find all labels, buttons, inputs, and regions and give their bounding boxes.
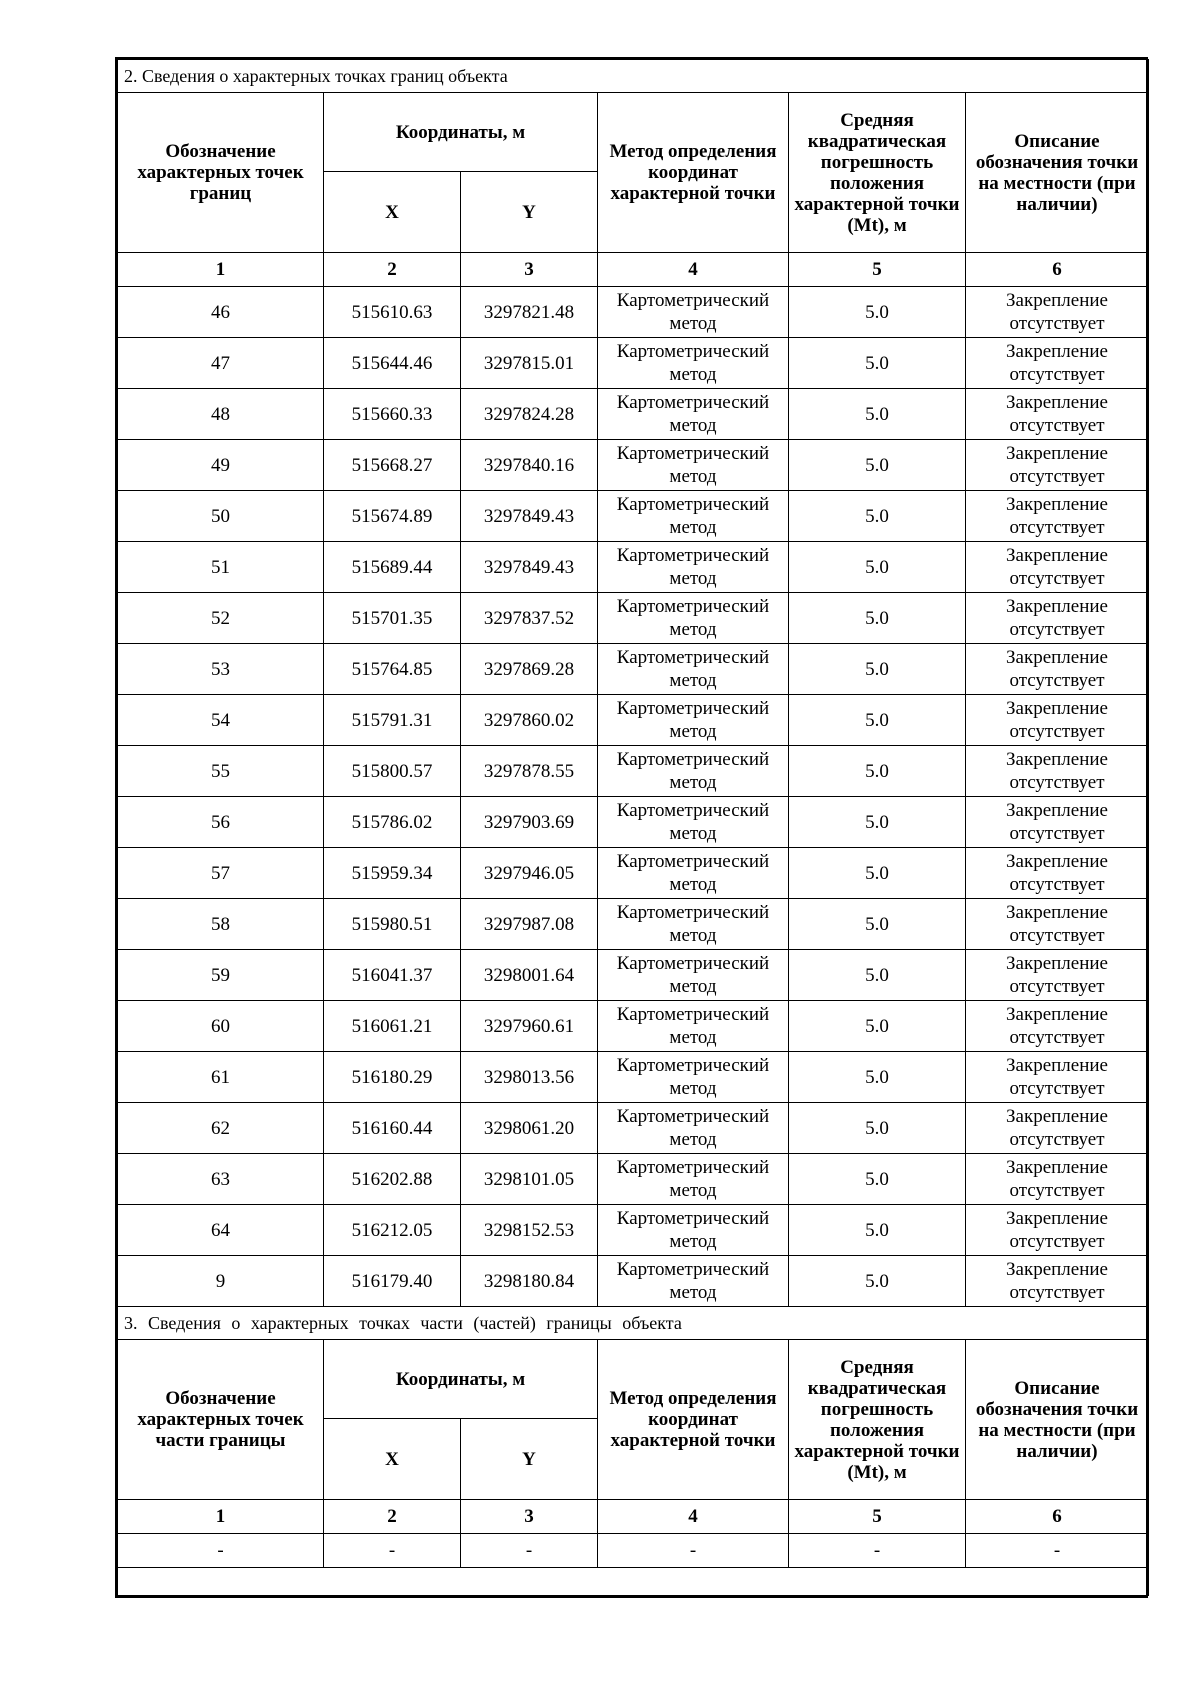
error-cell: 5.0 bbox=[789, 797, 966, 848]
point-id-cell: 49 bbox=[118, 440, 324, 491]
col-number: 2 bbox=[324, 253, 461, 287]
points-table-body bbox=[118, 60, 1149, 1596]
document-table-frame bbox=[115, 57, 1148, 1598]
method-cell: Картометрический метод bbox=[598, 1205, 789, 1256]
x-coordinate-cell: 516061.21 bbox=[324, 1001, 461, 1052]
table-row bbox=[118, 848, 1149, 899]
table-row bbox=[118, 950, 1149, 1001]
x-coordinate-cell: 515701.35 bbox=[324, 593, 461, 644]
point-id-cell: 62 bbox=[118, 1103, 324, 1154]
error-cell: 5.0 bbox=[789, 389, 966, 440]
point-id-cell: 51 bbox=[118, 542, 324, 593]
point-id-cell: 61 bbox=[118, 1052, 324, 1103]
col-number: 6 bbox=[966, 1500, 1149, 1534]
point-id-cell: 58 bbox=[118, 899, 324, 950]
description-cell: Закрепление отсутствует bbox=[966, 644, 1149, 695]
col-x-header: X bbox=[324, 1419, 461, 1500]
x-coordinate-cell: 515959.34 bbox=[324, 848, 461, 899]
method-cell: Картометрический метод bbox=[598, 950, 789, 1001]
section-3-header-row bbox=[118, 1340, 1149, 1419]
table-row bbox=[118, 899, 1149, 950]
y-coordinate-cell: 3297960.61 bbox=[461, 1001, 598, 1052]
error-cell: 5.0 bbox=[789, 1103, 966, 1154]
error-cell: 5.0 bbox=[789, 695, 966, 746]
description-cell: Закрепление отсутствует bbox=[966, 338, 1149, 389]
method-cell: Картометрический метод bbox=[598, 491, 789, 542]
y-coordinate-cell: 3297821.48 bbox=[461, 287, 598, 338]
col-coordinates-header: Координаты, м bbox=[324, 93, 598, 172]
error-cell: 5.0 bbox=[789, 287, 966, 338]
method-cell: Картометрический метод bbox=[598, 848, 789, 899]
y-coordinate-cell: 3297849.43 bbox=[461, 491, 598, 542]
table-row bbox=[118, 746, 1149, 797]
col-number: 2 bbox=[324, 1500, 461, 1534]
col-description-header: Описание обозначения точки на местности (при наличии) bbox=[966, 1340, 1149, 1500]
dash-cell: - bbox=[598, 1534, 789, 1568]
x-coordinate-cell: 515689.44 bbox=[324, 542, 461, 593]
table-row bbox=[118, 440, 1149, 491]
y-coordinate-cell: 3297840.16 bbox=[461, 440, 598, 491]
col-error-header: Средняя квадратическая погрешность положения характерной точки (Mt), м bbox=[789, 93, 966, 253]
x-coordinate-cell: 516180.29 bbox=[324, 1052, 461, 1103]
description-cell: Закрепление отсутствует bbox=[966, 542, 1149, 593]
col-number: 3 bbox=[461, 253, 598, 287]
point-id-cell: 64 bbox=[118, 1205, 324, 1256]
x-coordinate-cell: 515764.85 bbox=[324, 644, 461, 695]
table-row bbox=[118, 1001, 1149, 1052]
dash-cell: - bbox=[966, 1534, 1149, 1568]
table-row bbox=[118, 593, 1149, 644]
point-id-cell: 57 bbox=[118, 848, 324, 899]
col-description-header: Описание обозначения точки на местности (при наличии) bbox=[966, 93, 1149, 253]
method-cell: Картометрический метод bbox=[598, 542, 789, 593]
description-cell: Закрепление отсутствует bbox=[966, 593, 1149, 644]
col-number: 5 bbox=[789, 1500, 966, 1534]
point-id-cell: 59 bbox=[118, 950, 324, 1001]
table-row bbox=[118, 338, 1149, 389]
table-row bbox=[118, 287, 1149, 338]
description-cell: Закрепление отсутствует bbox=[966, 491, 1149, 542]
x-coordinate-cell: 515644.46 bbox=[324, 338, 461, 389]
description-cell: Закрепление отсутствует bbox=[966, 848, 1149, 899]
col-y-header: Y bbox=[461, 172, 598, 253]
col-coordinates-header: Координаты, м bbox=[324, 1340, 598, 1419]
point-id-cell: 48 bbox=[118, 389, 324, 440]
dash-cell: - bbox=[789, 1534, 966, 1568]
table-row bbox=[118, 1103, 1149, 1154]
col-point-designation-header: Обозначение характерных точек части границы bbox=[118, 1340, 324, 1500]
points-table bbox=[117, 59, 1149, 1596]
x-coordinate-cell: 516179.40 bbox=[324, 1256, 461, 1307]
y-coordinate-cell: 3298001.64 bbox=[461, 950, 598, 1001]
y-coordinate-cell: 3297946.05 bbox=[461, 848, 598, 899]
method-cell: Картометрический метод bbox=[598, 1052, 789, 1103]
error-cell: 5.0 bbox=[789, 440, 966, 491]
x-coordinate-cell: 515800.57 bbox=[324, 746, 461, 797]
error-cell: 5.0 bbox=[789, 848, 966, 899]
description-cell: Закрепление отсутствует bbox=[966, 1001, 1149, 1052]
description-cell: Закрепление отсутствует bbox=[966, 1052, 1149, 1103]
error-cell: 5.0 bbox=[789, 950, 966, 1001]
section-3-empty-row bbox=[118, 1534, 1149, 1568]
description-cell: Закрепление отсутствует bbox=[966, 797, 1149, 848]
col-point-designation-header: Обозначение характерных точек границ bbox=[118, 93, 324, 253]
point-id-cell: 60 bbox=[118, 1001, 324, 1052]
table-row bbox=[118, 1154, 1149, 1205]
y-coordinate-cell: 3298101.05 bbox=[461, 1154, 598, 1205]
y-coordinate-cell: 3298013.56 bbox=[461, 1052, 598, 1103]
method-cell: Картометрический метод bbox=[598, 695, 789, 746]
table-row bbox=[118, 695, 1149, 746]
section-2-column-numbers bbox=[118, 253, 1149, 287]
trailing-blank-row bbox=[118, 1568, 1149, 1596]
x-coordinate-cell: 515980.51 bbox=[324, 899, 461, 950]
method-cell: Картометрический метод bbox=[598, 797, 789, 848]
point-id-cell: 53 bbox=[118, 644, 324, 695]
x-coordinate-cell: 515791.31 bbox=[324, 695, 461, 746]
error-cell: 5.0 bbox=[789, 491, 966, 542]
section-3-column-numbers bbox=[118, 1500, 1149, 1534]
method-cell: Картометрический метод bbox=[598, 287, 789, 338]
section-2-title-row bbox=[118, 60, 1149, 93]
error-cell: 5.0 bbox=[789, 1001, 966, 1052]
col-number: 5 bbox=[789, 253, 966, 287]
description-cell: Закрепление отсутствует bbox=[966, 440, 1149, 491]
description-cell: Закрепление отсутствует bbox=[966, 899, 1149, 950]
method-cell: Картометрический метод bbox=[598, 593, 789, 644]
col-number: 4 bbox=[598, 253, 789, 287]
description-cell: Закрепление отсутствует bbox=[966, 1154, 1149, 1205]
x-coordinate-cell: 516202.88 bbox=[324, 1154, 461, 1205]
x-coordinate-cell: 516041.37 bbox=[324, 950, 461, 1001]
dash-cell: - bbox=[461, 1534, 598, 1568]
table-row bbox=[118, 1205, 1149, 1256]
dash-cell: - bbox=[118, 1534, 324, 1568]
y-coordinate-cell: 3297878.55 bbox=[461, 746, 598, 797]
y-coordinate-cell: 3297837.52 bbox=[461, 593, 598, 644]
method-cell: Картометрический метод bbox=[598, 644, 789, 695]
col-method-header: Метод определения координат характерной точки bbox=[598, 1340, 789, 1500]
y-coordinate-cell: 3297815.01 bbox=[461, 338, 598, 389]
point-id-cell: 50 bbox=[118, 491, 324, 542]
table-row bbox=[118, 1052, 1149, 1103]
section-3-title: 3. Сведения о характерных точках части (частей) границы объекта bbox=[118, 1307, 1149, 1340]
error-cell: 5.0 bbox=[789, 593, 966, 644]
error-cell: 5.0 bbox=[789, 1205, 966, 1256]
point-id-cell: 9 bbox=[118, 1256, 324, 1307]
x-coordinate-cell: 516160.44 bbox=[324, 1103, 461, 1154]
col-number: 1 bbox=[118, 1500, 324, 1534]
y-coordinate-cell: 3297903.69 bbox=[461, 797, 598, 848]
description-cell: Закрепление отсутствует bbox=[966, 1103, 1149, 1154]
error-cell: 5.0 bbox=[789, 1256, 966, 1307]
point-id-cell: 54 bbox=[118, 695, 324, 746]
col-number: 3 bbox=[461, 1500, 598, 1534]
x-coordinate-cell: 515674.89 bbox=[324, 491, 461, 542]
error-cell: 5.0 bbox=[789, 746, 966, 797]
col-y-header: Y bbox=[461, 1419, 598, 1500]
x-coordinate-cell: 515610.63 bbox=[324, 287, 461, 338]
section-2-title: 2. Сведения о характерных точках границ объекта bbox=[118, 60, 1149, 93]
method-cell: Картометрический метод bbox=[598, 1001, 789, 1052]
col-number: 6 bbox=[966, 253, 1149, 287]
error-cell: 5.0 bbox=[789, 1052, 966, 1103]
description-cell: Закрепление отсутствует bbox=[966, 746, 1149, 797]
y-coordinate-cell: 3297869.28 bbox=[461, 644, 598, 695]
section-2-header-row bbox=[118, 93, 1149, 172]
blank-cell bbox=[118, 1568, 1149, 1596]
y-coordinate-cell: 3297860.02 bbox=[461, 695, 598, 746]
description-cell: Закрепление отсутствует bbox=[966, 1205, 1149, 1256]
error-cell: 5.0 bbox=[789, 542, 966, 593]
method-cell: Картометрический метод bbox=[598, 1256, 789, 1307]
point-id-cell: 55 bbox=[118, 746, 324, 797]
col-x-header: X bbox=[324, 172, 461, 253]
table-row bbox=[118, 491, 1149, 542]
method-cell: Картометрический метод bbox=[598, 338, 789, 389]
table-row bbox=[118, 542, 1149, 593]
method-cell: Картометрический метод bbox=[598, 746, 789, 797]
table-row bbox=[118, 1256, 1149, 1307]
col-method-header: Метод определения координат характерной точки bbox=[598, 93, 789, 253]
y-coordinate-cell: 3297987.08 bbox=[461, 899, 598, 950]
error-cell: 5.0 bbox=[789, 899, 966, 950]
x-coordinate-cell: 516212.05 bbox=[324, 1205, 461, 1256]
method-cell: Картометрический метод bbox=[598, 1154, 789, 1205]
dash-cell: - bbox=[324, 1534, 461, 1568]
point-id-cell: 52 bbox=[118, 593, 324, 644]
method-cell: Картометрический метод bbox=[598, 440, 789, 491]
table-row bbox=[118, 644, 1149, 695]
error-cell: 5.0 bbox=[789, 644, 966, 695]
x-coordinate-cell: 515786.02 bbox=[324, 797, 461, 848]
table-row bbox=[118, 797, 1149, 848]
table-row bbox=[118, 389, 1149, 440]
point-id-cell: 56 bbox=[118, 797, 324, 848]
description-cell: Закрепление отсутствует bbox=[966, 695, 1149, 746]
description-cell: Закрепление отсутствует bbox=[966, 287, 1149, 338]
col-number: 1 bbox=[118, 253, 324, 287]
y-coordinate-cell: 3298061.20 bbox=[461, 1103, 598, 1154]
col-number: 4 bbox=[598, 1500, 789, 1534]
error-cell: 5.0 bbox=[789, 1154, 966, 1205]
method-cell: Картометрический метод bbox=[598, 389, 789, 440]
method-cell: Картометрический метод bbox=[598, 1103, 789, 1154]
method-cell: Картометрический метод bbox=[598, 899, 789, 950]
description-cell: Закрепление отсутствует bbox=[966, 389, 1149, 440]
point-id-cell: 63 bbox=[118, 1154, 324, 1205]
y-coordinate-cell: 3298152.53 bbox=[461, 1205, 598, 1256]
y-coordinate-cell: 3297824.28 bbox=[461, 389, 598, 440]
x-coordinate-cell: 515668.27 bbox=[324, 440, 461, 491]
description-cell: Закрепление отсутствует bbox=[966, 950, 1149, 1001]
x-coordinate-cell: 515660.33 bbox=[324, 389, 461, 440]
description-cell: Закрепление отсутствует bbox=[966, 1256, 1149, 1307]
section-3-title-row bbox=[118, 1307, 1149, 1340]
y-coordinate-cell: 3297849.43 bbox=[461, 542, 598, 593]
point-id-cell: 46 bbox=[118, 287, 324, 338]
error-cell: 5.0 bbox=[789, 338, 966, 389]
point-id-cell: 47 bbox=[118, 338, 324, 389]
col-error-header: Средняя квадратическая погрешность положения характерной точки (Mt), м bbox=[789, 1340, 966, 1500]
y-coordinate-cell: 3298180.84 bbox=[461, 1256, 598, 1307]
